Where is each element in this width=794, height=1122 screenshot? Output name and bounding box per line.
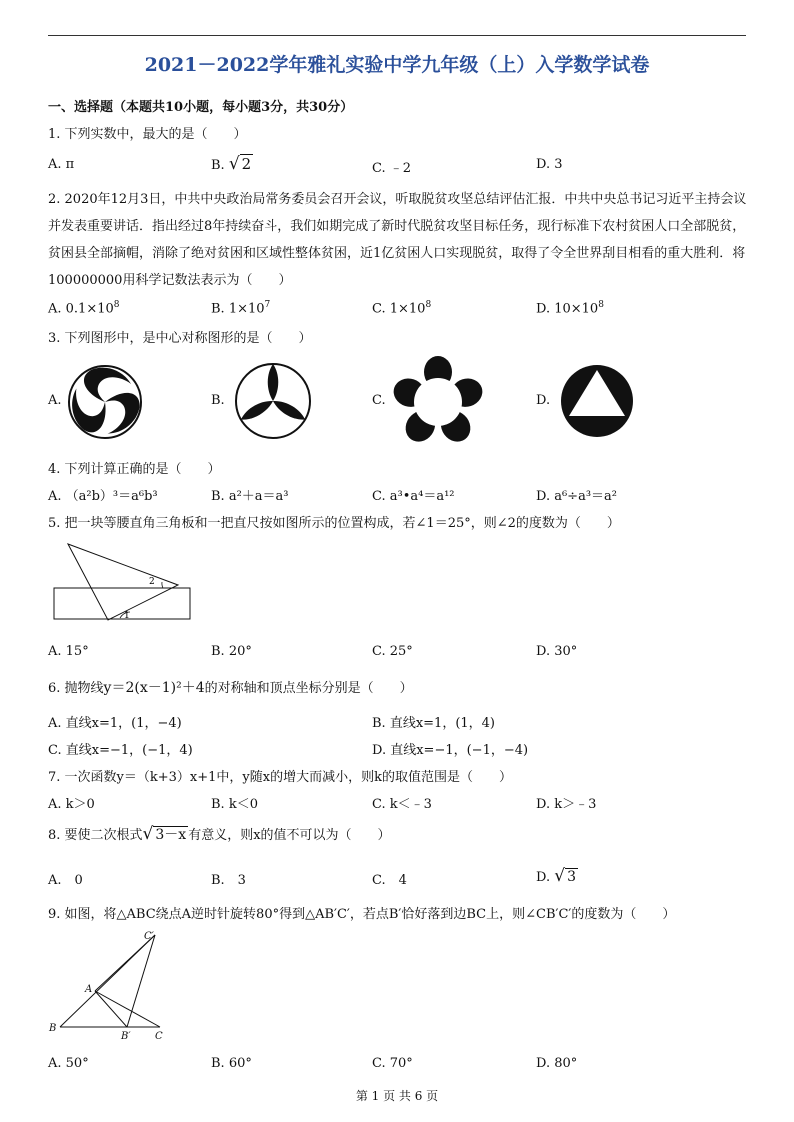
- q4-stem: 4. 下列计算正确的是（ ）: [48, 462, 221, 477]
- q9-label-b-prime: B′: [121, 1031, 131, 1042]
- q1-option-b: [211, 154, 253, 174]
- q9-stem: 9. 如图，将△ABC绕点A逆时针旋转80°得到△AB′C′，若点B′恰好落到边BC上，则∠CB′C′的度数为（ ）: [48, 907, 676, 922]
- q2-option-b: [211, 300, 270, 316]
- q1-option-c: C. ﹣2: [372, 161, 412, 176]
- q3-stem: 3. 下列图形中，是中心对称图形的是（ ）: [48, 331, 312, 346]
- q4-option-d: D. a⁶÷a³＝a²: [536, 489, 618, 504]
- q1-option-a: A. π: [48, 157, 75, 172]
- q9-option-b: B. 60°: [211, 1056, 252, 1071]
- q3-figure-a-triskelion: [65, 362, 145, 442]
- q8-stem-suffix: 有意义，则x的值不可以为（ ）: [188, 828, 391, 843]
- q3-figure-d-circle-triangle: [558, 362, 636, 440]
- q2-option-a-text: A. 0.1×10: [48, 301, 114, 317]
- q7-option-b: B. k＜0: [211, 797, 258, 812]
- q3-option-a: A.: [48, 393, 62, 408]
- q5-option-c: C. 25°: [372, 644, 413, 659]
- q1-option-b-label: B.: [211, 158, 225, 173]
- q1-option-d: D. 3: [536, 157, 563, 172]
- sqrt-symbol: √: [142, 824, 154, 844]
- q6-option-d: D. 直线x=−1，(−1，−4): [372, 743, 529, 758]
- q5-option-b: B. 20°: [211, 644, 252, 659]
- q9-label-c: C: [155, 1031, 163, 1042]
- q2-option-d-text: D. 10×10: [536, 301, 599, 317]
- q4-option-b: B. a²＋a＝a³: [211, 489, 289, 504]
- sqrt-symbol: √: [228, 154, 240, 174]
- q2-option-d-exp: 8: [598, 300, 604, 310]
- q8-option-d-radicand: 3: [567, 869, 576, 885]
- q2-option-c: [372, 300, 431, 316]
- q9-option-c: C. 70°: [372, 1056, 413, 1071]
- page-footer: 第 1 页 共 6 页: [355, 1089, 439, 1103]
- q3-option-d: D.: [536, 393, 551, 408]
- q1-option-b-radicand: 2: [241, 155, 252, 173]
- q6-option-a: A. 直线x=1，(1，−4): [48, 716, 182, 731]
- q7-option-d: D. k＞﹣3: [536, 797, 597, 812]
- q8-option-b: B. 3: [211, 873, 246, 888]
- q8-stem-prefix: 8. 要使二次根式: [48, 828, 143, 843]
- sqrt-symbol: √: [554, 866, 566, 886]
- q5-option-a: A. 15°: [48, 644, 89, 659]
- header-rule: [48, 35, 746, 36]
- q2-option-b-exp: 7: [264, 300, 271, 310]
- q8-option-d-label: D.: [536, 870, 551, 885]
- q3-figure-c-five-petal-flower: [392, 356, 484, 448]
- q5-option-d: D. 30°: [536, 644, 578, 659]
- q9-label-c-prime: C′: [144, 931, 154, 942]
- q9-option-a: A. 50°: [48, 1056, 89, 1071]
- q3-option-c: C.: [372, 393, 386, 408]
- q5-figure-triangle-ruler: [50, 540, 200, 625]
- q6-stem-prefix: 6. 抛物线: [48, 681, 104, 696]
- q6-stem: [48, 677, 413, 697]
- q6-stem-suffix: 的对称轴和顶点坐标分别是（ ）: [204, 681, 413, 696]
- q1-stem: 1. 下列实数中，最大的是（ ）: [48, 127, 247, 142]
- q5-angle-2-label: 2: [149, 577, 155, 587]
- q9-figure-rotation: [45, 925, 185, 1045]
- q7-option-a: A. k＞0: [48, 797, 95, 812]
- q6-option-b: B. 直线x=1，(1，4): [372, 716, 495, 731]
- q2-option-a-exp: 8: [113, 300, 120, 310]
- q8-radicand: 3－x: [155, 827, 187, 843]
- q2-option-c-exp: 8: [425, 300, 432, 310]
- q3-figure-b-three-petals: [232, 360, 314, 442]
- q8-stem: [48, 824, 391, 844]
- q2-option-b-text: B. 1×10: [211, 301, 265, 317]
- q5-stem: 5. 把一块等腰直角三角板和一把直尺按如图所示的位置构成，若∠1＝25°，则∠2的度数为（ ）: [48, 516, 620, 531]
- q3-option-b: B.: [211, 393, 225, 408]
- q4-option-a: A. （a²b）³＝a⁶b³: [48, 489, 158, 504]
- q6-option-c: C. 直线x=−1，(−1，4): [48, 743, 193, 758]
- q2-stem: 2. 2020年12月3日，中共中央政治局常务委员会召开会议，听取脱贫攻坚总结评估汇报．中共中央总书记习近平主持会议并发表重要讲话．指出经过8年持续奋斗，我们如期完成了新时代脱贫攻坚目标任务，现行标准下农村贫困人口全部脱贫，贫困县全部摘帽，消除了绝对贫困和区域性整体贫困，近1亿贫困人口实现脱贫，取得了令全世界刮目相看的重大胜利．将100000000用科学记数法表示为（ ）: [48, 192, 747, 288]
- q7-option-c: C. k＜﹣3: [372, 797, 432, 812]
- q4-option-c: C. a³•a⁴＝a¹²: [372, 489, 455, 504]
- q8-option-d: [536, 866, 578, 886]
- q6-formula: y＝2(x－1)²＋4: [103, 680, 205, 696]
- q9-option-d: D. 80°: [536, 1056, 578, 1071]
- q9-label-a: A: [85, 984, 93, 995]
- q2-option-c-text: C. 1×10: [372, 301, 426, 317]
- page-title: 2021－2022学年雅礼实验中学九年级（上）入学数学试卷: [144, 54, 650, 76]
- q9-label-b: B: [49, 1023, 57, 1034]
- section-heading: 一、选择题（本题共10小题，每小题3分，共30分）: [48, 100, 354, 115]
- q2-option-a: [48, 300, 120, 316]
- q2-option-d: [536, 300, 604, 316]
- q7-stem: 7. 一次函数y＝（k+3）x+1中，y随x的增大而减小，则k的取值范围是（ ）: [48, 770, 512, 785]
- q8-option-a: A. 0: [48, 873, 83, 888]
- q8-option-c: C. 4: [372, 873, 407, 888]
- q5-angle-1-label: 1: [124, 611, 130, 621]
